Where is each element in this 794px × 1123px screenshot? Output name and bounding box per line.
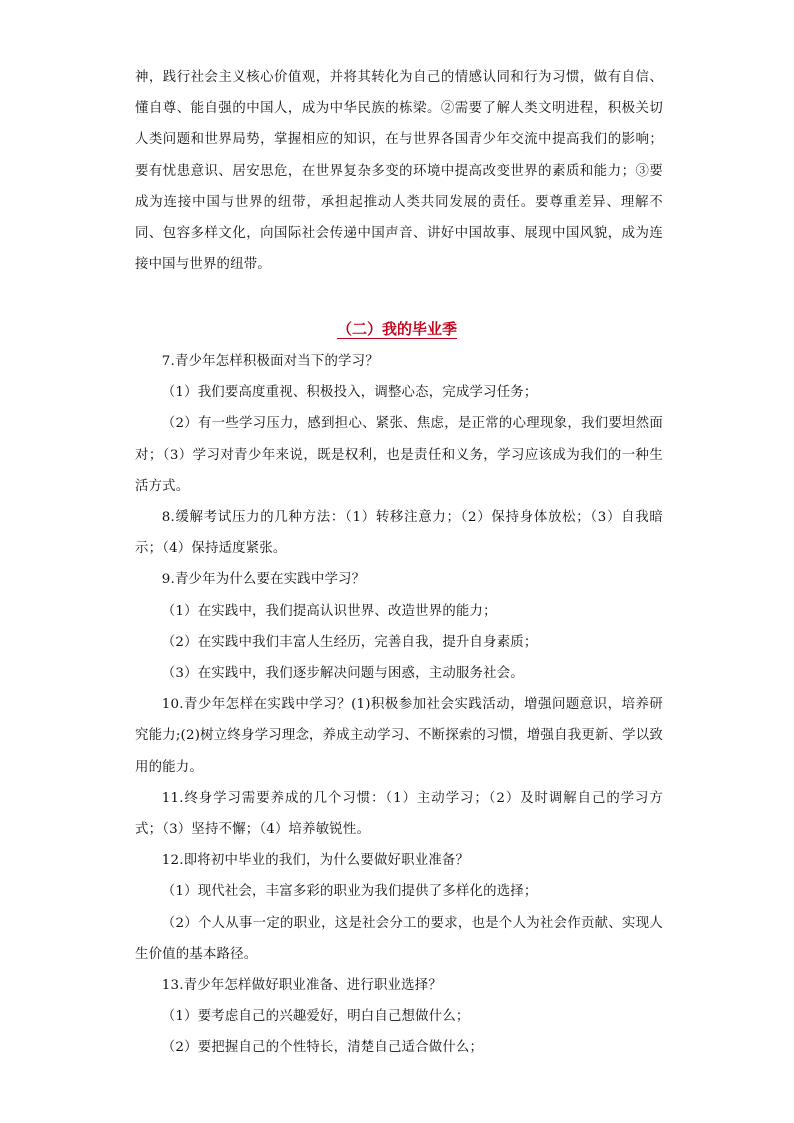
question-8: 8.缓解考试压力的几种方法：（1）转移注意力；（2）保持身体放松；（3）自我暗示；（4）保持适度紧张。: [135, 510, 663, 557]
question-12: 12.即将初中毕业的我们，为什么要做好职业准备？: [161, 853, 470, 869]
question-10: 10.青少年怎样在实践中学习？(1)积极参加社会实践活动，增强问题意识，培养研究能力;(2)树立终身学习理念，养成主动学习、不断探索的习惯，增强自我更新、学以致用的能力。: [135, 697, 663, 775]
answer-12-1: （1）现代社会，丰富多彩的职业为我们提供了多样化的选择；: [161, 884, 538, 900]
section-heading: [0, 318, 794, 340]
answer-9-2: （2）在实践中我们丰富人生经历，完善自我，提升自身素质；: [161, 634, 538, 650]
intro-block: [135, 62, 663, 280]
section-title: （二）我的毕业季: [336, 320, 457, 338]
answer-9-3: （3）在实践中，我们逐步解决问题与困惑，主动服务社会。: [161, 666, 524, 682]
intro-paragraph: 神，践行社会主义核心价值观，并将其转化为自己的情感认同和行为习惯，做有自信、懂自尊、能自强的中国人，成为中华民族的栋梁。②需要了解人类文明进程，积极关切人类问题和世界局势，掌握相应的知识，在与世界各国青少年交流中提高我们的影响；要有忧患意识、居安思危，在世界复杂多变的环境中提高改变世界的素质和能力；③要成为连接中国与世界的纽带，承担起推动人类共同发展的责任。要尊重差异、理解不同、包容多样文化，向国际社会传递中国声音、讲好中国故事、展现中国风貌，成为连接中国与世界的纽带。: [135, 70, 663, 273]
answer-13-2: （2）要把握自己的个性特长，清楚自己适合做什么；: [161, 1040, 484, 1056]
question-11: 11.终身学习需要养成的几个习惯：（1）主动学习；（2）及时调解自己的学习方式；（3）坚持不懈；（4）培养敏锐性。: [135, 790, 663, 838]
question-9: 9.青少年为什么要在实践中学习？: [161, 572, 366, 588]
question-13: 13.青少年怎样做好职业准备、进行职业选择？: [161, 978, 442, 994]
answer-13-1: （1）要考虑自己的兴趣爱好，明白自己想做什么；: [161, 1009, 470, 1025]
answer-9-1: （1）在实践中，我们提高认识世界、改造世界的能力；: [161, 603, 497, 619]
answer-12-2: （2）个人从事一定的职业，这是社会分工的要求，也是个人为社会作贡献、实现人生价值的基本路径。: [135, 915, 663, 962]
answer-7-1: （1）我们要高度重视、积极投入，调整心态，完成学习任务；: [161, 385, 538, 401]
qa-list: [135, 346, 663, 1064]
question-7: 7.青少年怎样积极面对当下的学习？: [161, 354, 379, 369]
answer-7-2-3: （2）有一些学习压力，感到担心、紧张、焦虑，是正常的心理现象，我们要坦然面对；（3）学习对青少年来说，既是权利，也是责任和义务，学习应该成为我们的一种生活方式。: [135, 416, 663, 494]
